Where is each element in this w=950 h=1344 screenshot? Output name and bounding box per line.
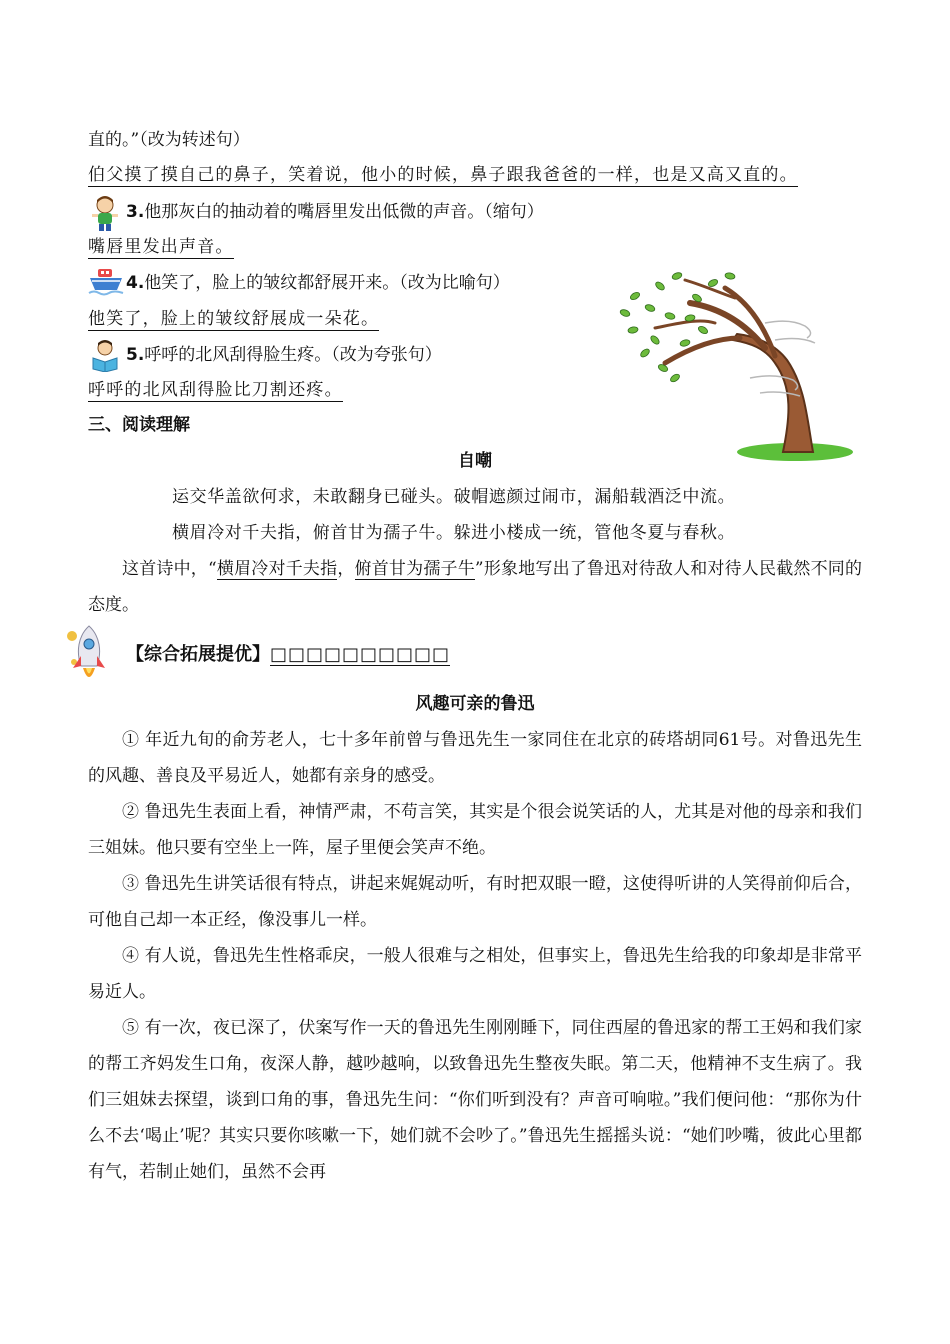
- q4-answer: [88, 307, 379, 331]
- boat-icon: [88, 266, 124, 298]
- article-title: 风趣可亲的鲁迅: [415, 694, 535, 714]
- article-paragraph-5: ⑤ 有一次，夜已深了，伏案写作一天的鲁迅先生刚刚睡下，同住西屋的鲁迅家的帮工王妈和我们家的帮工齐妈发生口角，夜深人静，越吵越响，以致鲁迅先生整夜失眠。第二天，他精神不支生病了。我们三姐妹去探望，谈到口角的事，鲁迅先生问：“你们听到没有？声音可响啦。”我们便问他：“那你为什么不去‘喝止’呢？其实只要你咳嗽一下，她们就不会吵了。”鲁迅先生摇摇头说：“她们吵嘴，彼此心里都有气，若制止她们，虽然不会再: [88, 1018, 862, 1182]
- reading-heading: 三、阅读理解: [88, 415, 190, 435]
- fill-blank-2: 俯首甘为孺子牛: [354, 559, 475, 579]
- article-paragraph-2: ② 鲁迅先生表面上看，神情严肃，不苟言笑，其实是个很会说笑话的人，尤其是对他的母亲和我们三姐妹。他只要有空坐上一阵，屋子里便会笑声不绝。: [88, 802, 862, 858]
- q2-answer: [88, 163, 798, 187]
- q4-number: 4.: [126, 273, 145, 293]
- poem-title: 自嘲: [458, 451, 492, 471]
- q3-text: 他那灰白的抽动着的嘴唇里发出低微的声音。（缩句）: [144, 202, 544, 222]
- q4-text: 他笑了，脸上的皱纹都舒展开来。（改为比喻句）: [144, 273, 510, 293]
- q2-tail: 直的。”（改为转述句）: [88, 130, 250, 150]
- windy-tree-illustration: [615, 268, 855, 463]
- q3-question: [126, 200, 544, 224]
- boy-icon: [88, 194, 122, 232]
- rocket-icon: [64, 622, 114, 688]
- q4-question: [126, 271, 510, 295]
- fill-blank-1: 横眉冷对千夫指: [216, 559, 338, 579]
- reading-child-icon: [88, 338, 122, 372]
- poem-analysis: 这首诗中，“横眉冷对千夫指，俯首甘为孺子牛”形象地写出了鲁迅对待敌人和对待人民截然不同的态度。: [88, 559, 863, 615]
- extension-label: 【综合拓展提优】: [126, 644, 270, 665]
- q3-answer-text: 嘴唇里发出声音。: [88, 237, 234, 257]
- article-paragraph-3: ③ 鲁迅先生讲笑话很有特点，讲起来娓娓动听，有时把双眼一瞪，这使得听讲的人笑得前仰后合，可他自己却一本正经，像没事儿一样。: [88, 874, 862, 930]
- q5-number: 5.: [126, 345, 145, 365]
- article-paragraph-4: ④ 有人说，鲁迅先生性格乖戾，一般人很难与之相处，但事实上，鲁迅先生给我的印象却是非常平易近人。: [88, 946, 862, 1002]
- poem-line-2: 横眉冷对千夫指，俯首甘为孺子牛。躲进小楼成一统，管他冬夏与春秋。: [172, 523, 736, 543]
- q2-answer-text: 伯父摸了摸自己的鼻子，笑着说，他小的时候，鼻子跟我爸爸的一样，也是又高又直的。: [88, 165, 798, 185]
- poem-line-1: 运交华盖欲何求，未敢翻身已碰头。破帽遮颜过闹市，漏船载酒泛中流。: [172, 487, 736, 507]
- q5-question: [126, 343, 442, 367]
- q5-text: 呼呼的北风刮得脸生疼。（改为夸张句）: [144, 345, 442, 365]
- q3-number: 3.: [126, 202, 145, 222]
- extension-boxes: □□□□□□□□□□: [270, 644, 451, 665]
- q5-answer-text: 呼呼的北风刮得脸比刀割还疼。: [88, 380, 343, 400]
- q5-answer: [88, 378, 343, 402]
- q3-answer: [88, 235, 234, 259]
- q4-answer-text: 他笑了，脸上的皱纹舒展成一朵花。: [88, 309, 380, 329]
- extension-heading: [126, 643, 450, 667]
- article-paragraph-1: ① 年近九旬的俞芳老人，七十多年前曾与鲁迅先生一家同住在北京的砖塔胡同61号。对鲁迅先生的风趣、善良及平易近人，她都有亲身的感受。: [88, 730, 862, 786]
